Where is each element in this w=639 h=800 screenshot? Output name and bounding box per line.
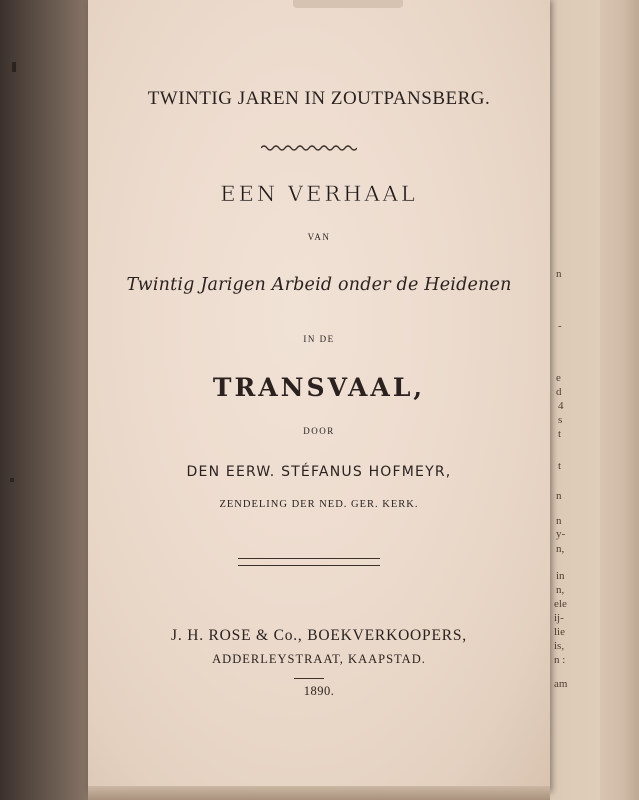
bleed-fragment: t bbox=[558, 460, 562, 472]
bleed-fragment: s bbox=[558, 414, 563, 426]
title-page bbox=[88, 0, 550, 792]
page-edges bbox=[600, 0, 639, 800]
year-rule bbox=[294, 678, 324, 679]
bleed-fragment: 4 bbox=[558, 400, 564, 412]
description-line: Twintig Jarigen Arbeid onder de Heidenen bbox=[126, 275, 512, 295]
left-board-mark bbox=[12, 62, 16, 72]
bleed-fragment: n, bbox=[556, 584, 565, 596]
bleed-fragment: n, bbox=[556, 543, 565, 555]
book-title: TWINTIG JAREN IN ZOUTPANSBERG. bbox=[147, 88, 491, 109]
bleed-fragment: y- bbox=[556, 528, 566, 540]
bleed-fragment: n bbox=[556, 268, 562, 280]
connector-in-de: IN DE bbox=[303, 334, 335, 344]
page-bottom-edge bbox=[88, 786, 550, 800]
region-title: TRANSVAAL, bbox=[212, 373, 426, 402]
bleed-fragment: n bbox=[556, 515, 562, 527]
wavy-ornament-rule bbox=[261, 143, 357, 153]
left-book-board bbox=[0, 0, 96, 800]
bleed-fragment: am bbox=[554, 678, 568, 690]
publisher: J. H. ROSE & Co., BOEKVERKOOPERS, bbox=[171, 627, 467, 644]
bleed-fragment: n : bbox=[554, 654, 566, 666]
author-name: DEN EERW. STÉFANUS HOFMEYR, bbox=[186, 464, 452, 480]
bleed-fragment: n bbox=[556, 490, 562, 502]
bleed-fragment: t bbox=[558, 428, 562, 440]
bleed-fragment: d bbox=[556, 386, 562, 398]
bleed-fragment: e bbox=[556, 372, 561, 384]
left-board-mark bbox=[10, 478, 14, 482]
publication-year: 1890. bbox=[303, 684, 335, 698]
bleed-fragment: is, bbox=[554, 640, 565, 652]
bleed-fragment: ele bbox=[554, 598, 567, 610]
connector-van: VAN bbox=[307, 232, 331, 242]
bleed-fragment: in bbox=[556, 570, 565, 582]
author-role: ZENDELING DER NED. GER. KERK. bbox=[219, 499, 419, 510]
bleed-fragment: lie bbox=[554, 626, 565, 638]
connector-door: DOOR bbox=[303, 426, 335, 436]
page-top-tab bbox=[293, 0, 403, 8]
double-rule-divider bbox=[238, 558, 380, 566]
subtitle: EEN VERHAAL bbox=[220, 182, 418, 206]
bleed-fragment: - bbox=[558, 320, 562, 332]
publisher-address: ADDERLEYSTRAAT, KAAPSTAD. bbox=[212, 652, 426, 666]
wavy-ornament-path bbox=[261, 146, 357, 150]
bleed-fragment: ij- bbox=[554, 612, 564, 624]
